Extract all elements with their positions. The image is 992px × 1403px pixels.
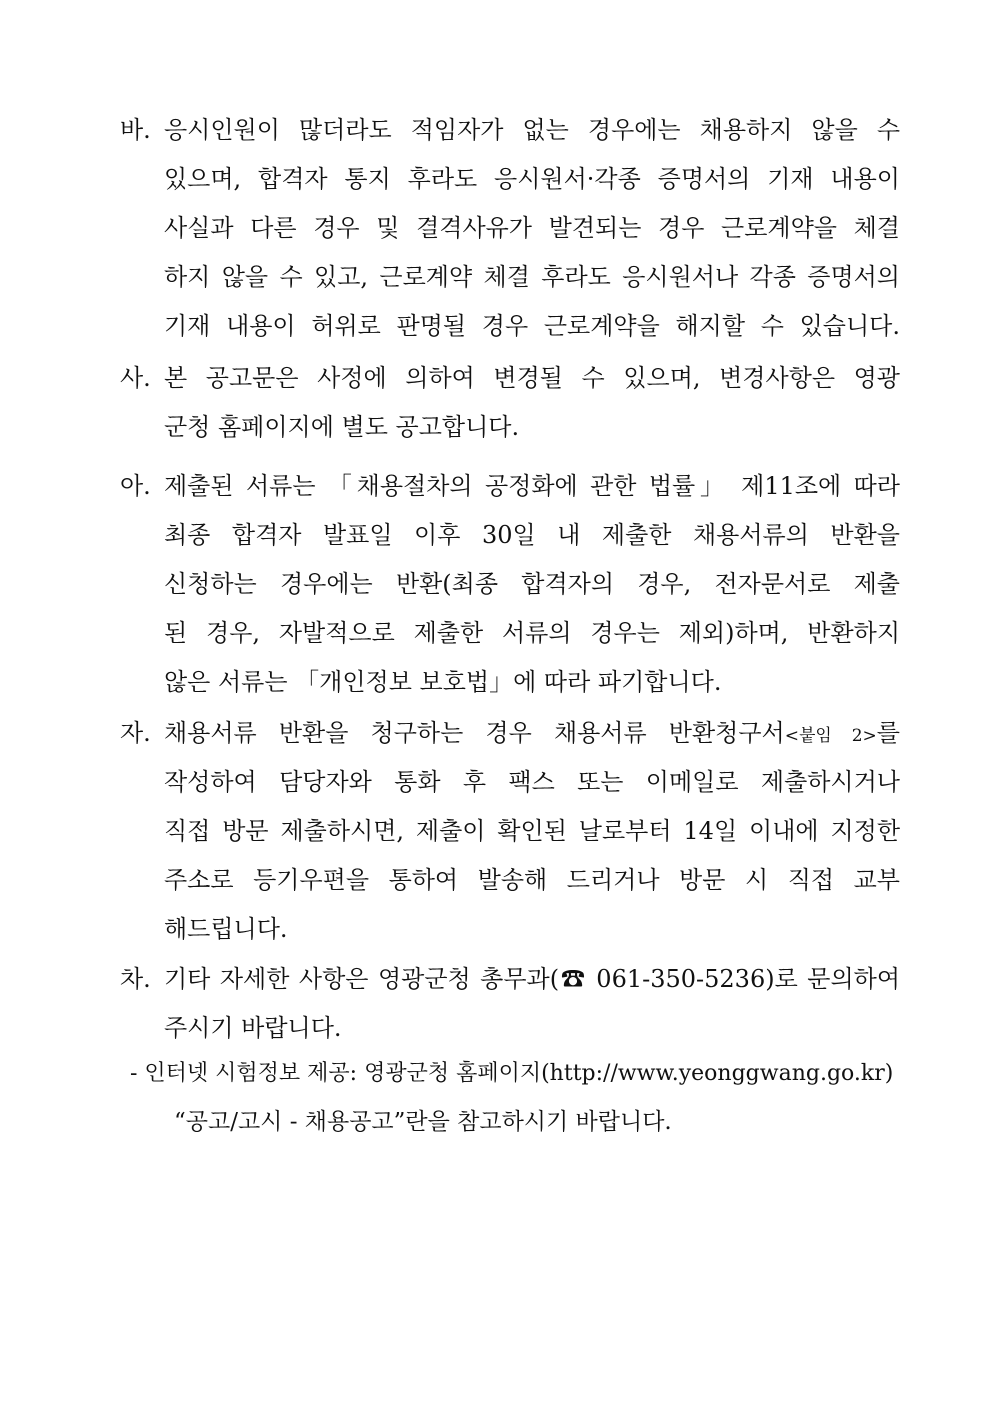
item-cha-marker: 차. — [120, 965, 151, 993]
item-ja-text-1: 채용서류 반환을 청구하는 경우 채용서류 반환청구서 — [164, 719, 785, 747]
item-ba-line-2: 있으며, 합격자 통지 후라도 응시원서·각종 증명서의 기재 내용이 — [164, 165, 900, 193]
item-ja-marker: 자. — [120, 719, 151, 747]
item-ba-text-1: 응시인원이 많더라도 적임자가 없는 경우에는 채용하지 않을 수 — [164, 116, 900, 144]
item-a — [120, 462, 900, 707]
internet-info-line-1: - 인터넷 시험정보 제공: 영광군청 홈페이지(http://www.yeonggwang.go.kr) — [130, 1061, 894, 1086]
item-ja-line-1 — [120, 709, 900, 758]
internet-info-line-2: “공고/고시 - 채용공고”란을 참고하시기 바랍니다. — [174, 1109, 672, 1135]
item-a-marker: 아. — [120, 472, 151, 500]
item-a-line-5: 않은 서류는 「개인정보 보호법」에 따라 파기합니다. — [164, 668, 722, 696]
item-sa — [120, 354, 900, 452]
item-ja-text-1-suffix: 를 — [876, 719, 900, 747]
item-ba-line-5: 기재 내용이 허위로 판명될 경우 근로계약을 해지할 수 있습니다. — [164, 312, 900, 340]
item-ja-line-4: 주소로 등기우편을 통하여 발송해 드리거나 방문 시 직접 교부 — [164, 866, 900, 894]
item-ja-line-2: 작성하여 담당자와 통화 후 팩스 또는 이메일로 제출하시거나 — [164, 768, 900, 796]
item-a-line-2: 최종 합격자 발표일 이후 30일 내 제출한 채용서류의 반환을 — [164, 521, 900, 549]
item-a-line-4: 된 경우, 자발적으로 제출한 서류의 경우는 제외)하며, 반환하지 — [164, 619, 900, 647]
item-ja-line-3: 직접 방문 제출하시면, 제출이 확인된 날로부터 14일 이내에 지정한 — [164, 817, 900, 845]
item-a-text-1: 제출된 서류는 「채용절차의 공정화에 관한 법률」 제11조에 따라 — [164, 472, 900, 500]
internet-info-note — [130, 1049, 900, 1147]
item-ja-line-5: 해드립니다. — [164, 915, 288, 943]
item-cha-text-1: 기타 자세한 사항은 영광군청 총무과(☎ 061-350-5236)로 문의하여 — [164, 965, 900, 993]
item-ba-line-4: 하지 않을 수 있고, 근로계약 체결 후라도 응시원서나 각종 증명서의 — [164, 263, 900, 291]
item-sa-line-1 — [120, 354, 900, 403]
item-a-line-3: 신청하는 경우에는 반환(최종 합격자의 경우, 전자문서로 제출 — [164, 570, 900, 598]
item-a-line-1 — [120, 462, 900, 511]
item-sa-marker: 사. — [120, 364, 151, 392]
item-cha-line-1 — [120, 955, 900, 1004]
item-ja-attachment-ref: <붙임 2> — [784, 726, 877, 746]
item-ja — [120, 709, 900, 954]
item-ba-marker: 바. — [120, 116, 151, 144]
item-cha-line-2: 주시기 바랍니다. — [164, 1014, 342, 1042]
item-ba-line-1 — [120, 106, 900, 155]
item-sa-text-1: 본 공고문은 사정에 의하여 변경될 수 있으며, 변경사항은 영광 — [164, 364, 900, 392]
item-sa-line-2: 군청 홈페이지에 별도 공고합니다. — [164, 413, 520, 441]
item-ba-line-3: 사실과 다른 경우 및 결격사유가 발견되는 경우 근로계약을 체결 — [164, 214, 900, 242]
item-ba — [120, 106, 900, 351]
item-cha — [120, 955, 900, 1053]
